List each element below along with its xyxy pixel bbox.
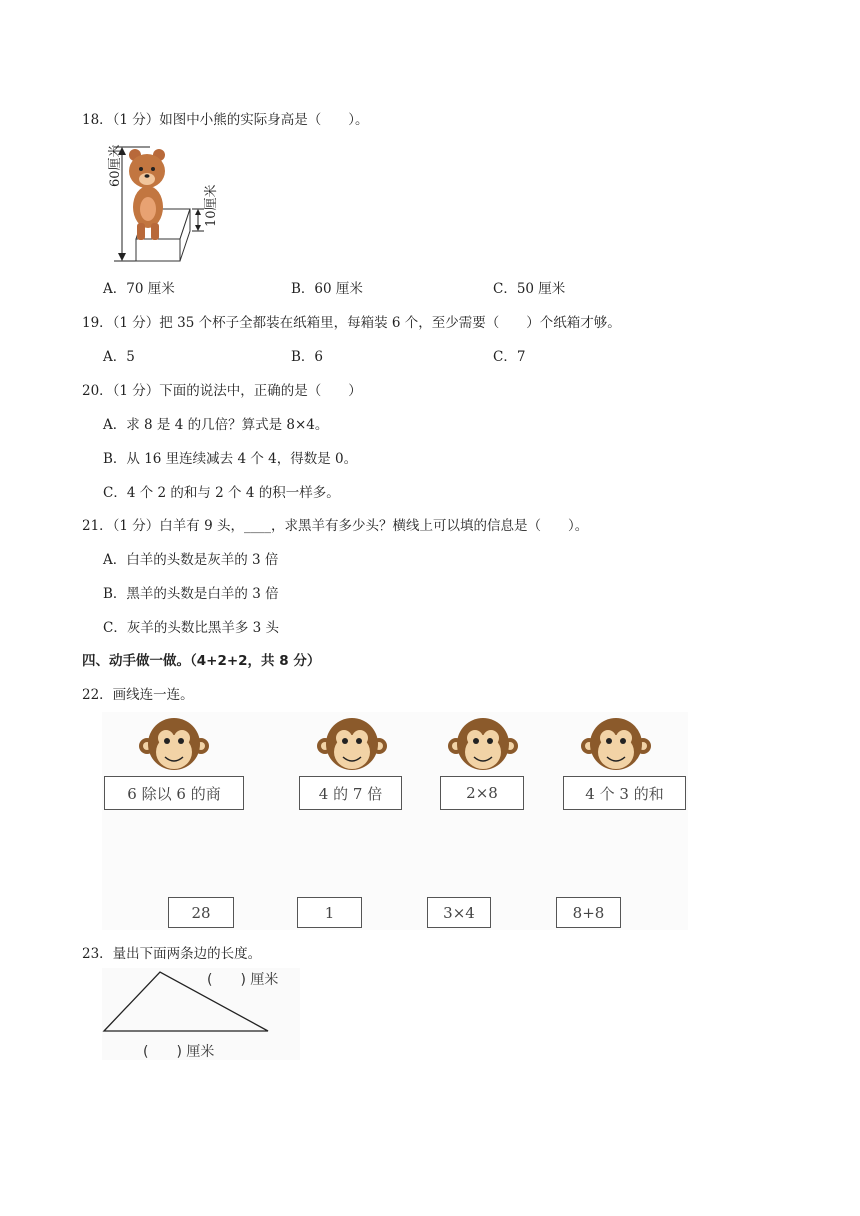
match-card-top-2[interactable]: 4 的 7 倍 [299, 776, 402, 810]
q19-option-b[interactable]: B．6 [291, 349, 324, 365]
q18-stem: 18．（1 分）如图中小熊的实际身高是（ ）。 [82, 112, 369, 128]
q18-option-a[interactable]: A．70 厘米 [103, 281, 175, 297]
q21-stem: 21．（1 分）白羊有 9 头，____，求黑羊有多少头？横线上可以填的信息是（ ）。 [82, 518, 589, 534]
q20-option-c[interactable]: C．4 个 2 的和与 2 个 4 的积一样多。 [103, 485, 340, 501]
q23-label-bottom: ( ) 厘米 [143, 1044, 215, 1060]
match-card-bottom-3[interactable]: 3×4 [427, 897, 491, 928]
monkey-icon [317, 716, 387, 778]
monkey-icon [139, 716, 209, 778]
q19-option-c[interactable]: C．7 [493, 349, 526, 365]
q22-stem: 22．画线连一连。 [82, 687, 194, 703]
q21-option-a[interactable]: A．白羊的头数是灰羊的 3 倍 [103, 552, 279, 568]
match-card-top-3[interactable]: 2×8 [440, 776, 524, 810]
q18-option-c[interactable]: C．50 厘米 [493, 281, 566, 297]
match-card-top-4[interactable]: 4 个 3 的和 [563, 776, 686, 810]
q19-option-a[interactable]: A．5 [103, 349, 135, 365]
match-card-top-1[interactable]: 6 除以 6 的商 [104, 776, 244, 810]
q21-option-c[interactable]: C．灰羊的头数比黑羊多 3 头 [103, 620, 280, 636]
q18-label-left: 60厘米 [108, 144, 123, 187]
match-card-bottom-1[interactable]: 28 [168, 897, 234, 928]
q21-option-b[interactable]: B．黑羊的头数是白羊的 3 倍 [103, 586, 279, 602]
q23-stem: 23．量出下面两条边的长度。 [82, 946, 262, 962]
monkey-icon [448, 716, 518, 778]
q23-label-top: ( ) 厘米 [207, 972, 279, 988]
q18-option-b[interactable]: B．60 厘米 [291, 281, 363, 297]
q20-option-a[interactable]: A．求 8 是 4 的几倍？算式是 8×4。 [103, 417, 329, 433]
q20-stem: 20．（1 分）下面的说法中，正确的是（ ） [82, 383, 362, 399]
monkey-icon [581, 716, 651, 778]
section-4-title: 四、动手做一做。（4+2+2，共 8 分） [82, 653, 321, 669]
q20-option-b[interactable]: B．从 16 里连续减去 4 个 4，得数是 0。 [103, 451, 358, 467]
q18-label-right: 10厘米 [204, 184, 219, 227]
q19-stem: 19．（1 分）把 35 个杯子全都装在纸箱里，每箱装 6 个，至少需要（ ）个纸箱才够。 [82, 315, 621, 331]
match-card-bottom-4[interactable]: 8+8 [556, 897, 621, 928]
match-card-bottom-2[interactable]: 1 [297, 897, 362, 928]
